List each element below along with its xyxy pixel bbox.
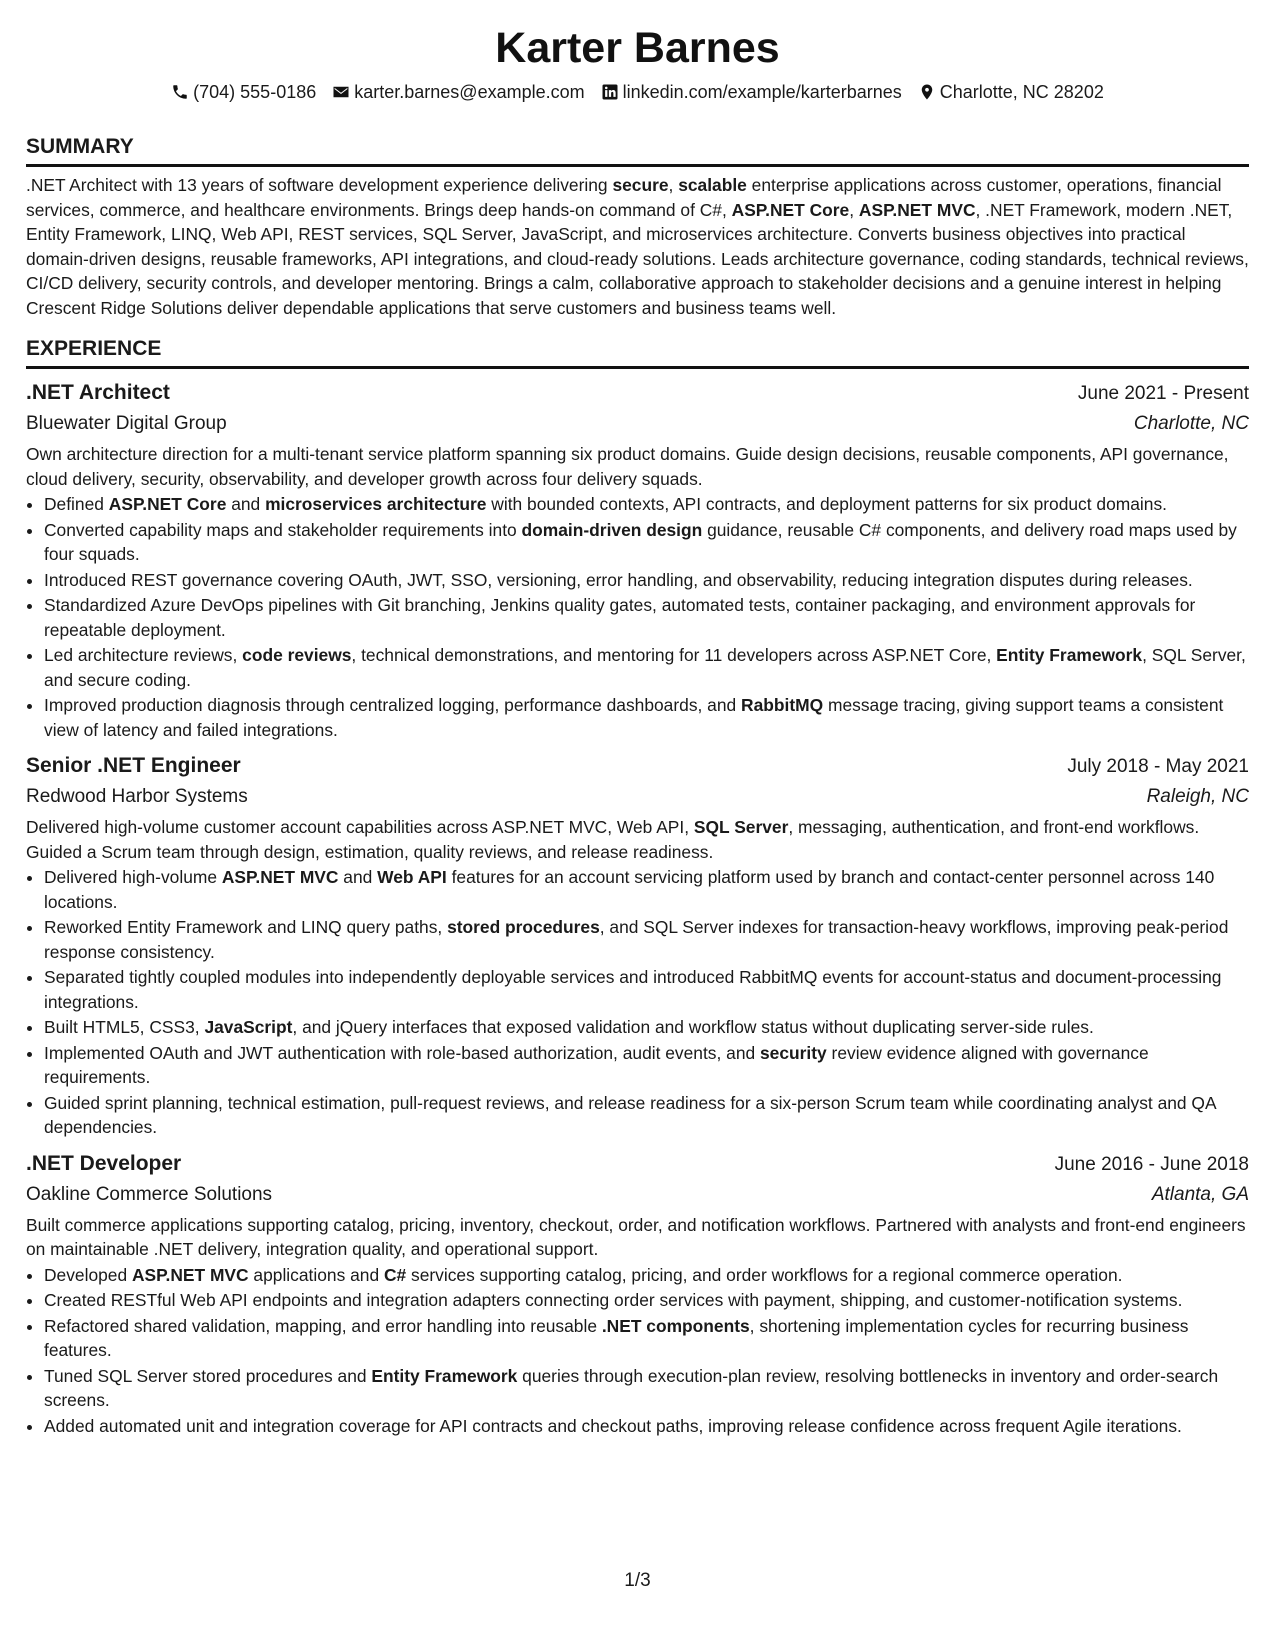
text-run: guidance, reusable C# components, and delivery road maps used by four squads. — [44, 519, 1237, 564]
job-title: .NET Developer — [26, 1151, 182, 1175]
text-run: , — [668, 175, 679, 195]
text-run: , technical demonstrations, and mentoring for 11 developers across ASP.NET Core, — [351, 645, 997, 665]
text-run: message tracing, giving support teams a consistent view of latency and failed integrations. — [44, 695, 1224, 740]
job-entry — [26, 1150, 1249, 1439]
text-run: Converted capability maps and stakeholder requirements into — [44, 519, 522, 540]
job-entry — [26, 379, 1249, 742]
text-run: Created RESTful Web API endpoints and integration adapters connecting order services with payment, shipping, and customer-notification systems. — [44, 1290, 1183, 1310]
job-dates: June 2016 - June 2018 — [1054, 1153, 1249, 1175]
text-run: and — [338, 867, 378, 887]
job-bullets — [26, 492, 1249, 742]
bold-keyword: microservices architecture — [265, 494, 487, 514]
bullet-item — [44, 1091, 1249, 1140]
text-run: features for an account servicing platform used by branch and contact-center personnel across 140 locations. — [44, 867, 1215, 912]
bold-keyword: .NET components — [601, 1315, 750, 1336]
job-company: Oakline Commerce Solutions — [26, 1183, 273, 1205]
bold-keyword: ASP.NET MVC — [221, 867, 339, 887]
bullet-item — [44, 965, 1249, 1014]
bold-keyword: code reviews — [242, 645, 352, 665]
job-company: Bluewater Digital Group — [26, 413, 227, 434]
bullet-item — [44, 693, 1249, 742]
bold-keyword: ASP.NET MVC — [858, 199, 976, 220]
text-run: Refactored shared validation, mapping, and error handling into reusable — [44, 1315, 602, 1336]
bullet-item — [44, 865, 1249, 914]
email-text: karter.barnes@example.com — [354, 82, 585, 102]
bold-keyword: ASP.NET Core — [108, 494, 227, 514]
job-title: .NET Architect — [26, 381, 170, 404]
bold-keyword: ASP.NET Core — [731, 199, 850, 220]
contact-location — [918, 80, 1104, 104]
job-dates: June 2021 - Present — [1077, 383, 1249, 404]
job-bullets — [26, 1263, 1249, 1439]
bullet-item — [44, 1288, 1249, 1313]
bullet-item — [44, 1314, 1249, 1363]
bold-keyword: stored procedures — [447, 917, 600, 937]
experience-heading: EXPERIENCE — [26, 336, 1249, 369]
text-run: , shortening implementation cycles for recurring business features. — [44, 1315, 1189, 1360]
bullet-item — [44, 1263, 1249, 1288]
job-title: Senior .NET Engineer — [26, 754, 241, 777]
text-run: Introduced REST governance covering OAuth, JWT, SSO, versioning, error handling, and observability, reducing integration disputes during releases. — [44, 569, 1193, 590]
bold-keyword: secure — [612, 175, 669, 195]
text-run: Delivered high-volume — [44, 867, 222, 887]
summary-text — [26, 173, 1249, 320]
text-run: , and SQL Server indexes for transaction-heavy workflows, improving peak-period response consistency. — [44, 917, 1229, 962]
job-entry — [26, 752, 1249, 1140]
contact-linkedin[interactable] — [601, 80, 902, 104]
bullet-item — [44, 568, 1249, 593]
text-run: .NET Architect with 13 years of software development experience delivering — [26, 175, 613, 195]
text-run: review evidence aligned with governance requirements. — [44, 1042, 1149, 1087]
phone-icon — [171, 83, 189, 101]
phone-text: (704) 555-0186 — [193, 82, 317, 102]
text-run: Delivered high-volume customer account capabilities across ASP.NET MVC, Web API, — [26, 817, 694, 837]
text-run: enterprise applications across customer, operations, financial services, commerce, and healthcare environments. Brings deep hands-on command of C#, — [26, 175, 1222, 220]
text-run: Implemented OAuth and JWT authentication with role-based authorization, audit events, and — [44, 1042, 761, 1063]
linkedin-text: linkedin.com/example/karterbarnes — [622, 82, 902, 102]
page-number: 1/3 — [624, 1570, 651, 1591]
bullet-item — [44, 593, 1249, 642]
job-location: Atlanta, GA — [1151, 1183, 1249, 1205]
job-description: Own architecture direction for a multi-tenant service platform spanning six product domains. Guide design decisions, reusable components, API governance, cloud delivery, security, observability, and developer growth across four delivery squads. — [26, 444, 1229, 489]
job-bullets — [26, 865, 1249, 1140]
bold-keyword: scalable — [678, 175, 747, 195]
text-run: queries through execution-plan review, resolving bottlenecks in inventory and order-search screens. — [44, 1365, 1219, 1410]
bullet-item — [44, 492, 1249, 517]
text-run: , messaging, authentication, and front-end workflows. Guided a Scrum team through design, estimation, quality reviews, and release readiness. — [26, 817, 1200, 862]
bullet-item — [44, 643, 1249, 692]
text-run: Standardized Azure DevOps pipelines with Git branching, Jenkins quality gates, automated tests, container packaging, and environment approvals for repeatable deployment. — [44, 595, 1196, 640]
job-location: Charlotte, NC — [1133, 413, 1249, 434]
text-run: and — [226, 494, 266, 514]
job-company: Redwood Harbor Systems — [26, 786, 248, 807]
contact-email[interactable] — [332, 80, 584, 104]
job-location: Raleigh, NC — [1146, 786, 1249, 807]
text-run: Guided sprint planning, technical estimation, pull-request reviews, and release readiness for a six-person Scrum team while coordinating analyst and QA dependencies. — [44, 1092, 1216, 1137]
bold-keyword: SQL Server — [693, 817, 789, 837]
job-description — [26, 815, 1249, 864]
text-run: , SQL Server, and secure coding. — [44, 645, 1246, 690]
bullet-item — [44, 1015, 1249, 1040]
candidate-name: Karter Barnes — [495, 24, 780, 72]
bold-keyword: security — [760, 1042, 827, 1063]
location-text: Charlotte, NC 28202 — [939, 82, 1104, 102]
bold-keyword: C# — [383, 1264, 407, 1285]
bold-keyword: RabbitMQ — [741, 695, 824, 715]
text-run: Led architecture reviews, — [44, 645, 243, 665]
bullet-item — [44, 518, 1249, 567]
text-run: Developed — [44, 1264, 132, 1285]
bullet-item — [44, 915, 1249, 964]
linkedin-icon — [601, 83, 619, 101]
resume-page — [26, 0, 1249, 1438]
bullet-item — [44, 1041, 1249, 1090]
job-description: Built commerce applications supporting catalog, pricing, inventory, checkout, order, and notification workflows. Partnered with analysts and front-end engineers on maintainable .NET delivery, integration quality, and operational support. — [26, 1214, 1246, 1259]
bullet-item — [44, 1364, 1249, 1413]
contact-bar — [26, 80, 1249, 104]
text-run: , .NET Framework, modern .NET, Entity Framework, LINQ, Web API, REST services, SQL Server, JavaScript, and microservices architecture. Converts business objectives into practical domain-driven designs, reusable frameworks, API integrations, and cloud-ready solutions. Leads architecture governance, coding standards, technical reviews, CI/CD delivery, security controls, and developer mentoring. Brings a calm, collaborative approach to stakeholder decisions and a genuine interest in helping Crescent Ridge Solutions deliver dependable applications that serve customers and business teams well. — [26, 199, 1249, 318]
bold-keyword: ASP.NET MVC — [131, 1264, 249, 1285]
envelope-icon — [332, 83, 350, 101]
bold-keyword: Web API — [377, 867, 447, 887]
text-run: Built HTML5, CSS3, — [44, 1017, 205, 1037]
contact-phone[interactable] — [171, 80, 316, 104]
text-run: Improved production diagnosis through centralized logging, performance dashboards, and — [44, 695, 742, 715]
bold-keyword: JavaScript — [204, 1017, 293, 1037]
text-run: with bounded contexts, API contracts, and deployment patterns for six product domains. — [486, 494, 1167, 514]
summary-heading: SUMMARY — [26, 134, 1249, 167]
text-run: , and jQuery interfaces that exposed validation and workflow status without duplicating server-side rules. — [292, 1017, 1094, 1037]
text-run: services supporting catalog, pricing, and order workflows for a regional commerce operation. — [406, 1264, 1123, 1285]
text-run: applications and — [248, 1264, 384, 1285]
text-run: Separated tightly coupled modules into independently deployable services and introduced RabbitMQ events for account-status and document-processing integrations. — [44, 967, 1222, 1012]
text-run: , — [849, 199, 859, 220]
text-run: Defined — [44, 494, 109, 514]
text-run: Added automated unit and integration coverage for API contracts and checkout paths, improving release confidence across frequent Agile iterations. — [44, 1415, 1182, 1436]
text-run: Reworked Entity Framework and LINQ query paths, — [44, 917, 448, 937]
bold-keyword: domain-driven design — [521, 519, 703, 540]
bullet-item — [44, 1414, 1249, 1439]
job-dates: July 2018 - May 2021 — [1067, 756, 1249, 777]
text-run: Tuned SQL Server stored procedures and — [44, 1365, 372, 1386]
bold-keyword: Entity Framework — [996, 645, 1143, 665]
bold-keyword: Entity Framework — [371, 1365, 518, 1386]
map-pin-icon — [918, 83, 936, 101]
